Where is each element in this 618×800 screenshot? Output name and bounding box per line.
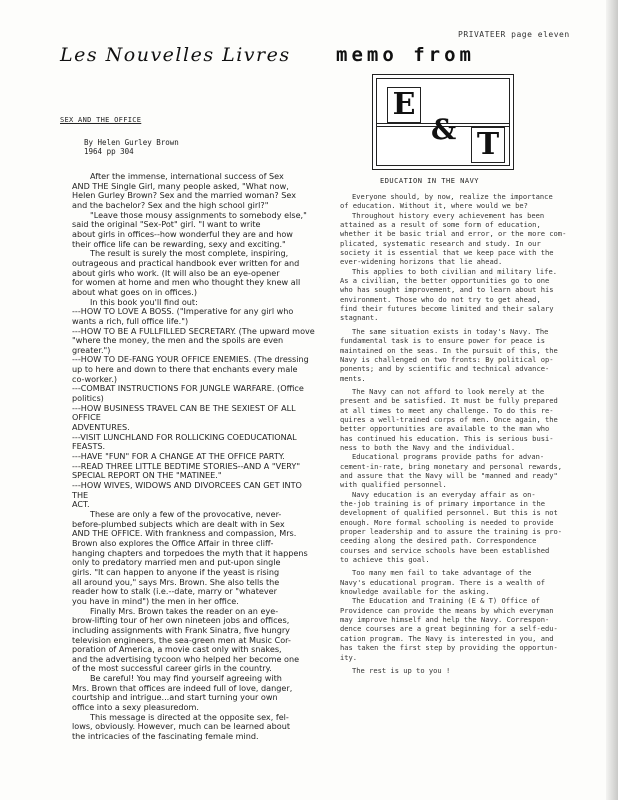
memo-line: present and be satisfied. It must be fully prepared (340, 396, 558, 406)
book-info (60, 116, 179, 156)
et-logo (372, 74, 514, 170)
review-line: lows, obviously. However, much can be learned about (72, 721, 291, 732)
memo-line: to achieve this goal. (340, 555, 430, 565)
memo-line: ity. (340, 652, 358, 662)
review-line: and the advertising tycoon who helped her become one (72, 653, 300, 664)
memo-line: attained as a result of some form of education, (340, 220, 541, 230)
review-line: their office life can be rewarding, sexy and exciting." (72, 238, 286, 249)
memo-line: society it is essential that we keep pace with the (340, 248, 554, 258)
review-line: brow-lifting tour of her own nineteen jobs and offices, (72, 615, 290, 626)
memo-line: The Navy can not afford to look merely at the (352, 386, 545, 396)
review-line: television engineers, the sea-green men at Music Cor- (72, 634, 291, 645)
logo-letter-e: E (387, 87, 421, 123)
memo-line: knowledge available for the asking. (340, 587, 490, 597)
memo-line: Navy's educational program. There is a wealth of (340, 577, 545, 587)
memo-line: ever-widening horizons that lie ahead. (340, 257, 503, 267)
review-line: before-plumbed subjects which are dealt with in Sex (72, 518, 285, 529)
review-line: These are only a few of the provocative, never- (90, 508, 282, 519)
memo-line: of education. Without it, where would we be? (340, 201, 528, 211)
review-line: ---VISIT LUNCHLAND FOR ROLLICKING COEDUCATIONAL FEASTS. (72, 431, 297, 452)
column-title-memo: memo from (336, 44, 475, 66)
memo-line: plicated, systematic research and study. In our (340, 238, 541, 248)
memo-line: find their futures become limited and their salary (340, 304, 554, 314)
review-line: said the original "Sex-Pot" girl. "I want to write (72, 219, 261, 230)
memo-line: quires a well-trained corps of men. Once again, the (340, 414, 558, 424)
review-line: ---HOW BUSINESS TRAVEL CAN BE THE SEXIEST OF ALL OFFICE (72, 402, 296, 423)
review-line: The result is surely the most complete, inspiring, (90, 248, 289, 259)
logo-ampersand: & (431, 113, 457, 146)
review-line: AND THE Single Girl, many people asked, "What now, (72, 180, 289, 191)
memo-line: Everyone should, by now, realize the importance (352, 192, 553, 201)
memo-line: cement-in-rate, bring monetary and personal rewards, (340, 461, 563, 471)
review-line: Helen Gurley Brown? Sex and the married woman? Sex (72, 190, 297, 201)
review-line: Brown also explores the Office Affair in three cliff- (72, 537, 274, 548)
logo-letter-t: T (471, 127, 505, 163)
review-line: courtship and intrigue...and start turning your own (72, 692, 278, 703)
review-line: poration of America, a movie cast only with snakes, (72, 644, 282, 655)
book-publication: 1964 pp 304 (84, 147, 134, 156)
memo-line: development of qualified personnel. But this is not (340, 508, 558, 518)
review-line: "where the money, the men and the spoils are even (72, 335, 284, 346)
memo-text (340, 192, 578, 675)
review-line: ---HOW TO LOVE A BOSS. ("Imperative for any girl who (72, 306, 294, 317)
memo-heading: EDUCATION IN THE NAVY (380, 177, 480, 185)
memo-line: environment. Those who do not try to get ahead, (340, 294, 541, 304)
review-line: SPECIAL REPORT ON THE "MATINEE." (72, 470, 222, 481)
review-line: about girls who work. (It will also be an eye-opener (72, 267, 280, 278)
review-line: ACT. (72, 499, 90, 510)
review-line: all around you," says Mrs. Brown. She also tells the (72, 576, 280, 587)
review-line: ---READ THREE LITTLE BEDTIME STORIES--AND A "VERY" (72, 460, 301, 471)
memo-line: The rest is up to you ! (352, 665, 451, 675)
review-line: greater.") (72, 344, 111, 355)
review-line: for women at home and men who thought they knew all (72, 277, 301, 288)
review-line: wants a rich, full office life.") (72, 315, 189, 326)
memo-line: who has sought improvement, and to learn about his (340, 285, 554, 295)
memo-line: ments. (340, 373, 366, 383)
review-line: girls. "It can happen to anyone if the yeast is rising (72, 566, 280, 577)
memo-line: This applies to both civilian and military life. (352, 266, 557, 276)
memo-line: ponents; and by scientific and technical advance- (340, 364, 550, 374)
book-review-text (72, 172, 320, 742)
memo-line: Too many men fail to take advantage of the (352, 568, 532, 578)
review-line: ---COMBAT INSTRUCTIONS FOR JUNGLE WARFARE. (Office (72, 383, 304, 394)
review-line: ADVENTURES. (72, 422, 130, 433)
memo-line: Throughout history every achievement has been (352, 210, 545, 220)
review-line: politics) (72, 393, 104, 404)
review-line: In this book you'll find out: (90, 296, 198, 307)
review-line: only to predatory married men and put-upon single (72, 557, 281, 568)
review-line: including assignments with Frank Sinatra, five hungry (72, 624, 290, 635)
memo-line: whether it be basic trial and error, or the more com- (340, 229, 567, 239)
memo-line: stagnant. (340, 313, 379, 323)
memo-line: As a civilian, the better opportunities go to one (340, 276, 550, 286)
memo-line: courses and service schools have been established (340, 545, 550, 555)
review-line: you have in mind") the men in her office. (72, 595, 239, 606)
review-line: After the immense, international success of Sex (90, 171, 284, 181)
review-line: of the most successful career girls in the country. (72, 663, 272, 674)
memo-line: has taken the first step by providing the opportun- (340, 643, 558, 653)
review-line: hanging chapters and torpedoes the myth that it happens (72, 547, 308, 558)
book-author: By Helen Gurley Brown (84, 138, 179, 147)
memo-line: Providence can provide the means by which everyman (340, 605, 554, 615)
memo-line: The Education and Training (E & T) Office of (352, 596, 540, 606)
memo-line: at all times to meet any challenge. To do this re- (340, 405, 554, 415)
page-edge-shadow (606, 0, 618, 800)
review-line: This message is directed at the opposite sex, fel- (90, 711, 289, 722)
review-line: office into a sexy pleasuredom. (72, 702, 199, 713)
memo-line: ceeding along the desired path. Correspondence (340, 536, 537, 546)
review-line: ---HOW TO BE A FULLFILLED SECRETARY. (The upward move (72, 325, 315, 336)
review-line: ---HOW WIVES, WIDOWS AND DIVORCEES CAN GET INTO THE (72, 480, 302, 500)
review-line: and the bachelor? Sex and the high school girl?" (72, 199, 269, 210)
review-line: co-worker.) (72, 373, 118, 384)
review-line: Finally Mrs. Brown takes the reader on an eye- (90, 605, 279, 616)
review-line: about girls in offices--how wonderful they are and how (72, 228, 293, 239)
column-title-book-review: Les Nouvelles Livres (60, 44, 291, 66)
memo-line: The same situation exists in today's Navy. The (352, 326, 549, 336)
memo-line: proper leadership and to assure the training is pro- (340, 527, 563, 537)
memo-line: ness to both the Navy and the individual. (340, 442, 516, 452)
book-title: SEX AND THE OFFICE (60, 116, 142, 124)
review-line: ---HAVE "FUN" FOR A CHANGE AT THE OFFICE PARTY. (72, 451, 285, 462)
review-line: "Leave those mousy assignments to somebody else," (90, 209, 307, 220)
memo-line: fundamental task is to ensure power for peace is (340, 336, 545, 346)
review-line: about what goes on in offices.) (72, 286, 197, 297)
page-label: PRIVATEER page eleven (458, 30, 570, 39)
memo-line: cation program. The Navy is interested in you, and (340, 633, 554, 643)
review-line: outrageous and practical handbook ever written for and (72, 257, 300, 268)
memo-line: has continued his education. This is serious busi- (340, 433, 554, 443)
review-line: the intricacies of the fascinating female mind. (72, 731, 259, 742)
logo-frame (376, 78, 510, 166)
review-line: Mrs. Brown that offices are indeed full of love, danger, (72, 682, 293, 693)
memo-line: Navy education is an everyday affair as on- (352, 489, 536, 499)
review-line: reader how to stalk (i.e.--date, marry or "whatever (72, 586, 277, 597)
memo-line: Navy is challenged on two fronts: By political op- (340, 354, 554, 364)
memo-line: and assure that the Navy will be "manned and ready" (340, 470, 558, 480)
review-line: Be careful! You may find yourself agreeing with (90, 673, 282, 684)
review-line: up to here and down to there that enchants every male (72, 364, 298, 375)
memo-line: better opportunities are available to the man who (340, 424, 550, 434)
memo-line: Educational programs provide paths for advan- (352, 452, 545, 462)
memo-line: dence courses are a great beginning for a self-edu- (340, 624, 558, 634)
memo-line: the-job training is of primary importance in the (340, 499, 545, 508)
review-line: AND THE OFFICE. With frankness and compassion, Mrs. (72, 528, 297, 539)
memo-line: with qualified personnel. (340, 480, 447, 490)
memo-line: maintained on the seas. In the pursuit of this, the (340, 345, 558, 355)
memo-line: enough. More formal schooling is needed to provide (340, 517, 554, 527)
memo-line: may improve himself and help the Navy. Correspon- (340, 615, 550, 625)
review-line: ---HOW TO DE-FANG YOUR OFFICE ENEMIES. (The dressing (72, 354, 309, 365)
